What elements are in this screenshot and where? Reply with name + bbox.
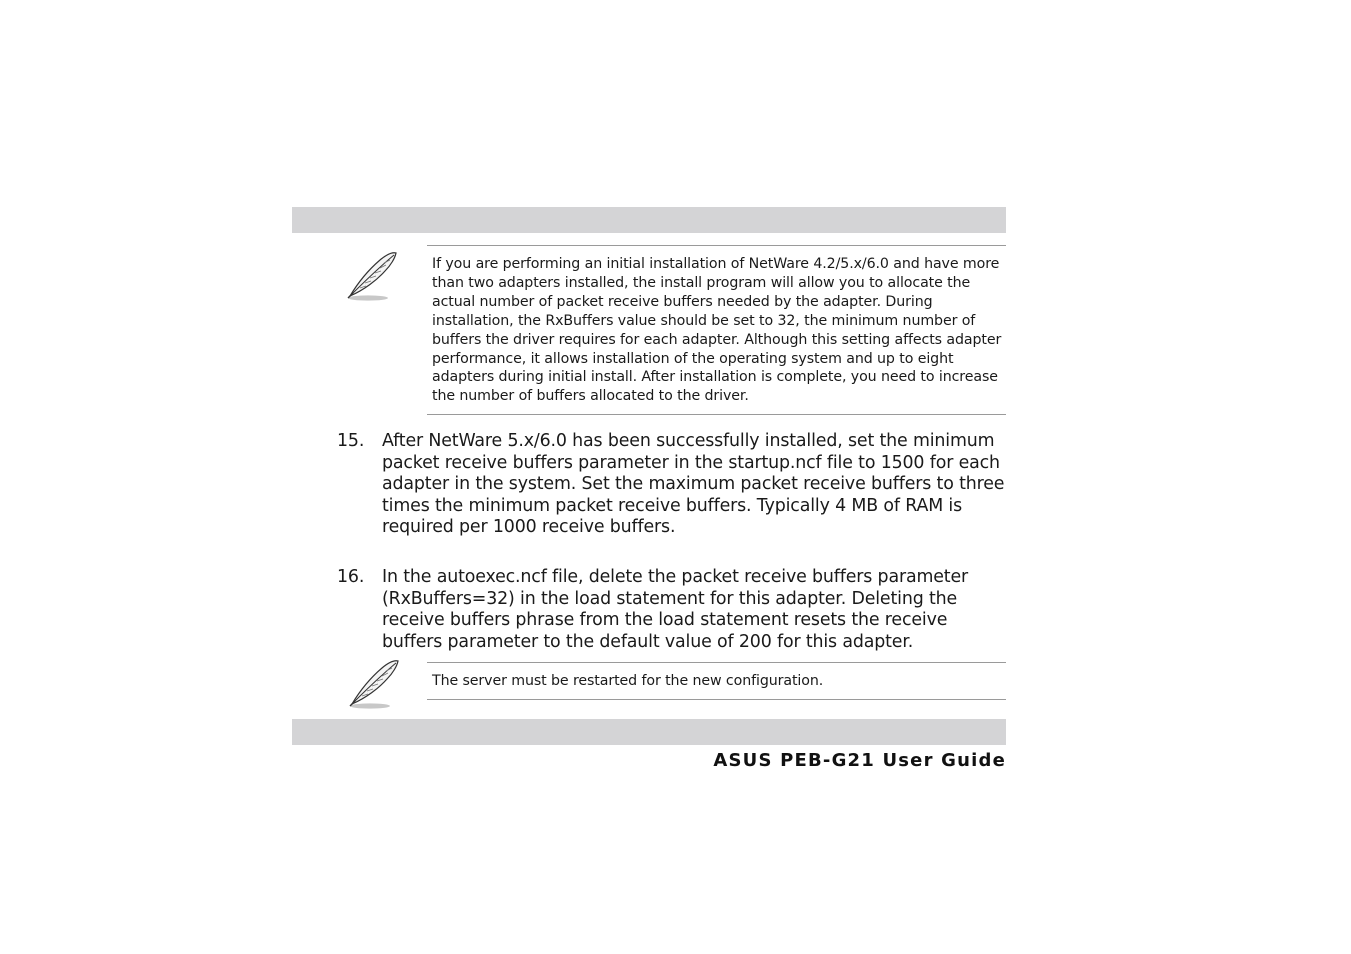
- step-text: In the autoexec.ncf file, delete the packet receive buffers parameter (RxBuffers=32) in the load statement for this adapter. Deleting the receive buffers phrase from the load statement resets the receive buffers parameter to the default value of 200 for this adapter.: [382, 567, 969, 652]
- step-number: 16.: [337, 567, 365, 587]
- header-band: [292, 207, 1006, 233]
- note-box: [427, 662, 1006, 700]
- footer-title: ASUS PEB-G21 User Guide: [713, 750, 1006, 771]
- quill-pen-icon: [346, 658, 402, 710]
- note-text: If you are performing an initial installation of NetWare 4.2/5.x/6.0 and have more than two adapters installed, the install program will allow you to allocate the actual number of packet receive buffers needed by the adapter. During installation, the RxBuffers value should be set to 32, the minimum number of buffers the driver requires for each adapter. Although this setting affects adapter performance, it allows installation of the operating system and up to eight adapters during initial install. After installation is complete, you need to increase the number of buffers allocated to the driver.: [432, 256, 1002, 405]
- note-text: The server must be restarted for the new configuration.: [432, 673, 824, 689]
- note-box: [427, 245, 1006, 415]
- footer-band: [292, 719, 1006, 745]
- step-number: 15.: [337, 431, 365, 451]
- quill-pen-icon: [344, 250, 400, 302]
- step-text: After NetWare 5.x/6.0 has been successfully installed, set the minimum packet receive buffers parameter in the startup.ncf file to 1500 for each adapter in the system. Set the maximum packet receive buffers to three times the minimum packet receive buffers. Typically 4 MB of RAM is required per 1000 receive buffers.: [382, 431, 1005, 537]
